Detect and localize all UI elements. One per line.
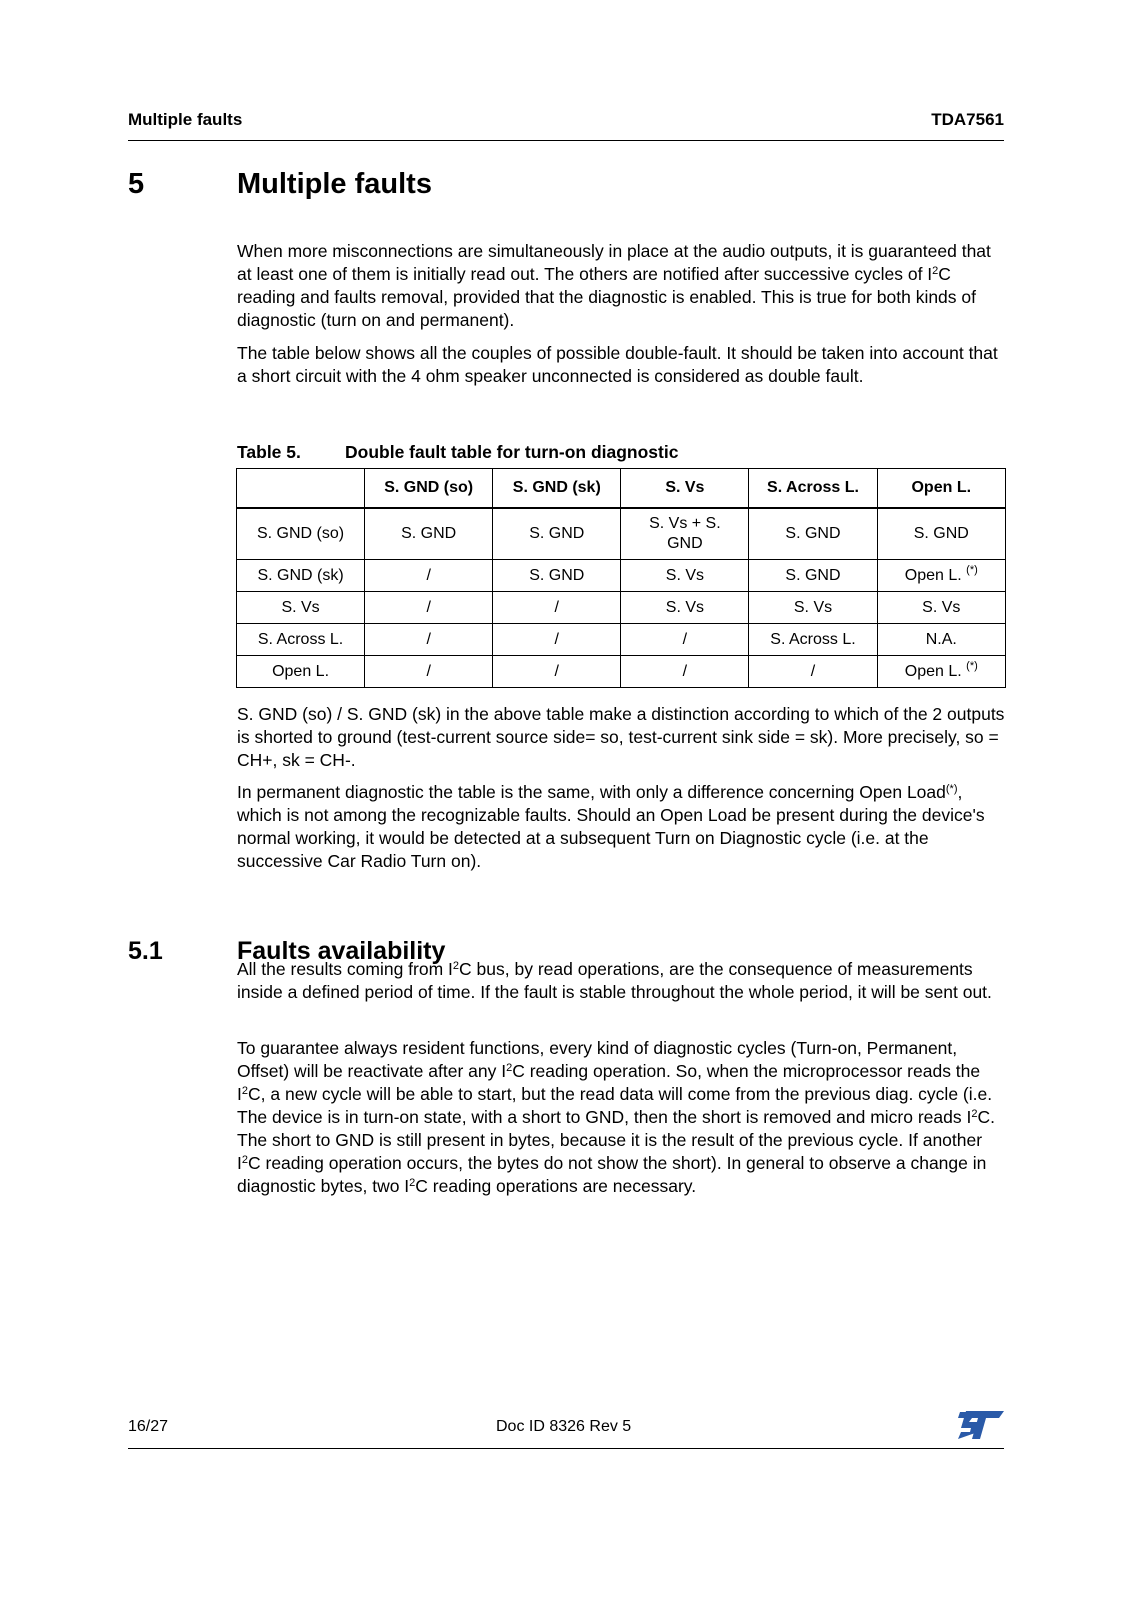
table-row bbox=[237, 592, 1006, 624]
table-cell: S. GND bbox=[365, 508, 493, 560]
table-cell: S. Vs bbox=[237, 592, 365, 624]
distinction-paragraph: S. GND (so) / S. GND (sk) in the above table make a distinction according to which of the 2 outputs is shorted to ground (test-current source side= so, test-current sink side = sk). More precisely, so = CH+, sk = CH-. bbox=[237, 704, 1005, 770]
table-header-cell: S. Across L. bbox=[749, 469, 877, 509]
table-cell: S. GND bbox=[749, 508, 877, 560]
header-doc-title: TDA7561 bbox=[931, 110, 1004, 129]
table-cell: / bbox=[493, 592, 621, 624]
page-number: 16/27 bbox=[128, 1418, 169, 1435]
table-header-cell: S. GND (so) bbox=[365, 469, 493, 509]
double-fault-table bbox=[236, 468, 1006, 688]
permanent-diagnostic-paragraph: In permanent diagnostic the table is the same, with only a difference concerning Open Load(*), which is not among the recognizable faults. Should an Open Load be present during the device's normal working, it would be detected at a subsequent Turn on Diagnostic cycle (i.e. at the successive Car Radio Turn on). bbox=[237, 782, 985, 871]
st-logo-icon bbox=[958, 1410, 1004, 1440]
table-cell: / bbox=[749, 656, 877, 688]
table-header-cell: Open L. bbox=[877, 469, 1005, 509]
footnote-marker: (*) bbox=[966, 563, 978, 576]
table-cell: / bbox=[365, 656, 493, 688]
table-cell: S. Vs bbox=[621, 592, 749, 624]
header-section-title: Multiple faults bbox=[128, 110, 243, 129]
table-cell bbox=[877, 656, 1005, 688]
table-cell-text: Open L. bbox=[904, 566, 962, 584]
subsection-title: Faults availability bbox=[237, 937, 446, 965]
table-cell: S. GND bbox=[493, 560, 621, 592]
faults-availability-paragraph-1: All the results coming from $I^2C$ bus, by read operations, are the consequence of measurements inside a defined period of time. If the fault is stable throughout the whole period, it will be sent out. bbox=[237, 959, 992, 1002]
table-cell: S. Vs bbox=[621, 560, 749, 592]
table-row bbox=[237, 560, 1006, 592]
table-cell: S. Across L. bbox=[749, 624, 877, 656]
table-cell: / bbox=[365, 624, 493, 656]
table-header-cell: S. Vs bbox=[621, 469, 749, 509]
page-footer bbox=[128, 1418, 1004, 1449]
table-row bbox=[237, 624, 1006, 656]
table-title: Double fault table for turn-on diagnostic bbox=[345, 442, 679, 462]
table-cell: S. Vs bbox=[877, 592, 1005, 624]
intro-paragraph-2: The table below shows all the couples of possible double-fault. It should be taken into account that a short circuit with the 4 ohm speaker unconnected is considered as double fault. bbox=[237, 343, 998, 386]
table-row bbox=[237, 508, 1006, 560]
table-row bbox=[237, 656, 1006, 688]
table-cell bbox=[877, 560, 1005, 592]
table-cell: N.A. bbox=[877, 624, 1005, 656]
table-cell-text: S. Vs + S. GND bbox=[649, 515, 721, 552]
subsection-number: 5.1 bbox=[128, 937, 163, 965]
table-cell: S. GND (sk) bbox=[237, 560, 365, 592]
section-title: Multiple faults bbox=[237, 168, 432, 200]
footnote-marker: (*) bbox=[966, 659, 978, 672]
table-cell-text: Open L. bbox=[904, 662, 962, 680]
table-header-cell: S. GND (sk) bbox=[493, 469, 621, 509]
table-cell: S. Vs bbox=[749, 592, 877, 624]
section-number: 5 bbox=[128, 168, 145, 200]
table-cell: / bbox=[493, 624, 621, 656]
table-cell: / bbox=[493, 656, 621, 688]
table-cell: / bbox=[365, 592, 493, 624]
table-header-cell bbox=[237, 469, 365, 509]
table-cell: S. GND (so) bbox=[237, 508, 365, 560]
table-label: Table 5. bbox=[237, 442, 301, 462]
table-caption bbox=[237, 442, 679, 463]
table-cell: S. Across L. bbox=[237, 624, 365, 656]
intro-paragraph-1: When more misconnections are simultaneously in place at the audio outputs, it is guaranteed that at least one of them is initially read out. The others are notified after successive cycles of $I^2C$ reading and faults removal, provided that the diagnostic is enabled. This is true for both kinds of diagnostic (turn on and permanent). bbox=[237, 241, 991, 330]
table-cell: / bbox=[365, 560, 493, 592]
table-cell: / bbox=[621, 656, 749, 688]
table-cell: S. GND bbox=[877, 508, 1005, 560]
faults-availability-paragraph-2: To guarantee always resident functions, every kind of diagnostic cycles (Turn-on, Permanent, Offset) will be reactivate after any $I^2C$ reading operation. So, when the microprocessor reads the $I^2C$, a new cycle will be able to start, but the read data will come from the previous diag. cycle (i.e. The device is in turn-on state, with a short to GND, then the short is removed and micro reads $I^2C$. The short to GND is still present in bytes, because it is the result of the previous cycle. If another $I^2C$ reading operation occurs, the bytes do not show the short). In general to observe a change in diagnostic bytes, two $I^2C$ reading operations are necessary. bbox=[237, 1038, 995, 1196]
table-cell: S. GND bbox=[493, 508, 621, 560]
table-header-row bbox=[237, 469, 1006, 509]
table-cell: Open L. bbox=[237, 656, 365, 688]
doc-id: Doc ID 8326 Rev 5 bbox=[496, 1418, 632, 1435]
page-header bbox=[128, 110, 1004, 141]
table-cell: S. GND bbox=[749, 560, 877, 592]
table-cell bbox=[621, 508, 749, 560]
table-cell: / bbox=[621, 624, 749, 656]
